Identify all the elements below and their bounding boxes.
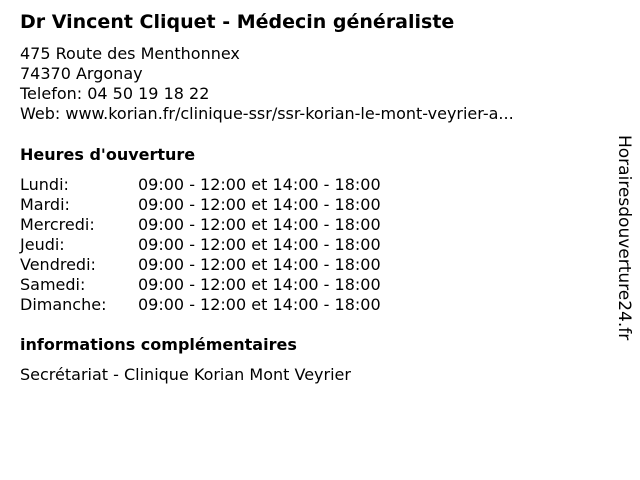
watermark-text: Horairesdouverture24.fr (614, 135, 634, 341)
day-hours: 09:00 - 12:00 et 14:00 - 18:00 (138, 295, 381, 314)
hours-row-friday (20, 255, 381, 275)
page-title: Dr Vincent Cliquet - Médecin généraliste (20, 11, 455, 33)
day-hours: 09:00 - 12:00 et 14:00 - 18:00 (138, 175, 381, 194)
day-hours: 09:00 - 12:00 et 14:00 - 18:00 (138, 275, 381, 294)
day-hours: 09:00 - 12:00 et 14:00 - 18:00 (138, 195, 381, 214)
site-watermark (612, 135, 636, 370)
day-label: Mardi: (20, 195, 70, 214)
hours-row-tuesday (20, 195, 381, 215)
opening-hours-table (20, 175, 381, 315)
day-hours: 09:00 - 12:00 et 14:00 - 18:00 (138, 255, 381, 274)
day-label: Vendredi: (20, 255, 96, 274)
hours-row-sunday (20, 295, 381, 315)
address-block (20, 44, 514, 124)
day-label: Mercredi: (20, 215, 95, 234)
opening-hours-heading: Heures d'ouverture (20, 145, 196, 164)
day-label: Jeudi: (20, 235, 65, 254)
hours-row-saturday (20, 275, 381, 295)
day-label: Dimanche: (20, 295, 107, 314)
day-label: Lundi: (20, 175, 69, 194)
hours-row-wednesday (20, 215, 381, 235)
day-hours: 09:00 - 12:00 et 14:00 - 18:00 (138, 215, 381, 234)
phone-number: Telefon: 04 50 19 18 22 (20, 84, 210, 103)
day-hours: 09:00 - 12:00 et 14:00 - 18:00 (138, 235, 381, 254)
day-label: Samedi: (20, 275, 86, 294)
hours-row-thursday (20, 235, 381, 255)
city-postcode: 74370 Argonay (20, 64, 143, 83)
street-address: 475 Route des Menthonnex (20, 44, 240, 63)
additional-info-text: Secrétariat - Clinique Korian Mont Veyrier (20, 365, 351, 384)
hours-row-monday (20, 175, 381, 195)
website-link[interactable]: Web: www.korian.fr/clinique-ssr/ssr-korian-le-mont-veyrier-a... (20, 104, 514, 123)
additional-info-heading: informations complémentaires (20, 335, 297, 354)
